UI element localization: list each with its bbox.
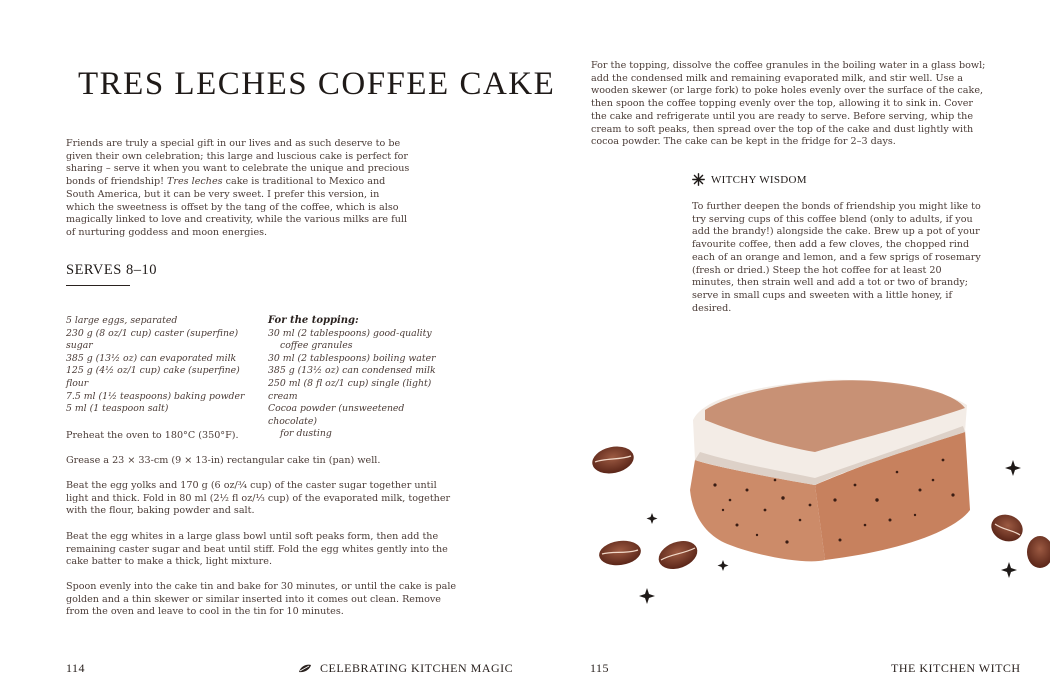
recipe-title: TRES LECHES COFFEE CAKE (78, 66, 556, 102)
running-footer (298, 661, 513, 676)
method-step: Beat the egg whites in a large glass bowl until soft peaks form, then add the remaining caster sugar and beat until stiff. Fold the egg whites gently into the cake batter to make a thick, light mixture. (66, 531, 448, 568)
coffee-bean-icon (988, 510, 1027, 545)
coffee-bean-icon (1027, 536, 1050, 568)
topping-ingredient-item: 30 ml (2 tablespoons) boiling water (268, 352, 436, 364)
method-step: Spoon evenly into the cake tin and bake for 30 minutes, or until the cake is pale golden and a thin skewer or similar inserted into it comes out clean. Remove from the oven and leave to cool in the tin for 10 minutes. (66, 581, 457, 618)
footer-title: CELEBRATING KITCHEN MAGIC (320, 661, 514, 675)
ingredient-item: 7.5 ml (1½ teaspoons) baking powder (66, 390, 245, 402)
coffee-bean-icon (598, 538, 643, 568)
ingredient-item: 5 ml (1 teaspoon salt) (66, 403, 169, 415)
ingredient-item: 125 g (4½ oz/1 cup) cake (superfine) flour (66, 365, 240, 389)
topping-ingredient-item: coffee granules (280, 340, 353, 352)
running-footer: THE KITCHEN WITCH (891, 661, 1021, 675)
witchy-wisdom-heading (692, 173, 807, 186)
coffee-bean-icon (655, 536, 701, 574)
intro-paragraph (66, 138, 411, 240)
cake-illustration (525, 360, 1050, 610)
topping-ingredient-item: for dusting (280, 428, 332, 440)
intro-text-2: cake is traditional to Mexico and South America, but it can be very sweet. I prefer this version, in which the sweetness is offset by the tang of the coffee, which is also magically linked to love and creativity, while the various milks are full of nurturing goddess and moon energies. (66, 176, 408, 238)
serves-heading: SERVES 8–10 (66, 262, 157, 278)
topping-ingredients-list (268, 315, 453, 441)
ingredient-item: 5 large eggs, separated (66, 315, 178, 326)
star-burst-icon (692, 173, 705, 186)
witchy-wisdom-title: WITCHY WISDOM (711, 173, 807, 186)
page-number: 115 (590, 661, 610, 675)
topping-ingredient-item: 250 ml (8 fl oz/1 cup) single (light) cream (268, 377, 432, 402)
intro-text-1: Friends are truly a special gift in our lives and as such deserve to be given their own celebration; this large and luscious cake is perfect for sharing – serve it when you want to celebrate the unique and precious bonds of friendship! (66, 138, 410, 188)
topping-ingredient-item: Cocoa powder (unsweetened chocolate) (268, 403, 405, 427)
witchy-wisdom-text: To further deepen the bonds of friendship you might like to try serving cups of this coffee blend (only to adults, if you add the brandy!) alongside the cake. Brew up a pot of your favourite coffee, then add a few cloves, the chopped rind each of an orange and lemon, and a few sprigs of rosemary (fresh or dried.) Steep the hot coffee for at least 20 minutes, then strain well and add a tot or two of brandy; serve in small cups and sweeten with a little honey, if desired. (692, 201, 981, 314)
leaf-icon (298, 664, 312, 674)
ingredient-item: 230 g (8 oz/1 cup) caster (superfine) sugar (66, 327, 239, 352)
method-step: Grease a 23 × 33-cm (9 × 13-in) rectangular cake tin (pan) well. (66, 455, 381, 466)
topping-method: For the topping, dissolve the coffee granules in the boiling water in a glass bowl; add the condensed milk and remaining evaporated milk, and stir well. Use a wooden skewer (or large fork) to poke holes evenly over the surface of the cake, then spoon the coffee topping evenly over the top, allowing it to sink in. Cover the cake and refrigerate until you are ready to serve. Before serving, whip the cream to soft peaks, then spread over the top of the cake and dust lightly with cocoa powder. The cake can be kept in the fridge for 2–3 days. (591, 60, 986, 148)
right-page (525, 0, 1050, 685)
method-step: Beat the egg yolks and 170 g (6 oz/¾ cup) of the caster sugar together until light and thick. Fold in 80 ml (2½ fl oz/⅓ cup) of the evaporated milk, together with the flour, baking powder and salt. (66, 480, 451, 517)
method-step: Preheat the oven to 180°C (350°F). (66, 430, 239, 441)
page-number: 114 (66, 661, 86, 675)
intro-italic: Tres leches (167, 176, 223, 188)
ingredient-item: 385 g (13½ oz) can evaporated milk (66, 352, 237, 364)
topping-ingredient-item: 385 g (13½ oz) can condensed milk (268, 365, 436, 377)
serves-underline (66, 285, 130, 286)
coffee-bean-icon (590, 443, 636, 477)
topping-heading: For the topping: (268, 315, 359, 326)
ingredients-list (66, 315, 256, 416)
topping-ingredient-item: 30 ml (2 tablespoons) good-quality (268, 327, 432, 339)
